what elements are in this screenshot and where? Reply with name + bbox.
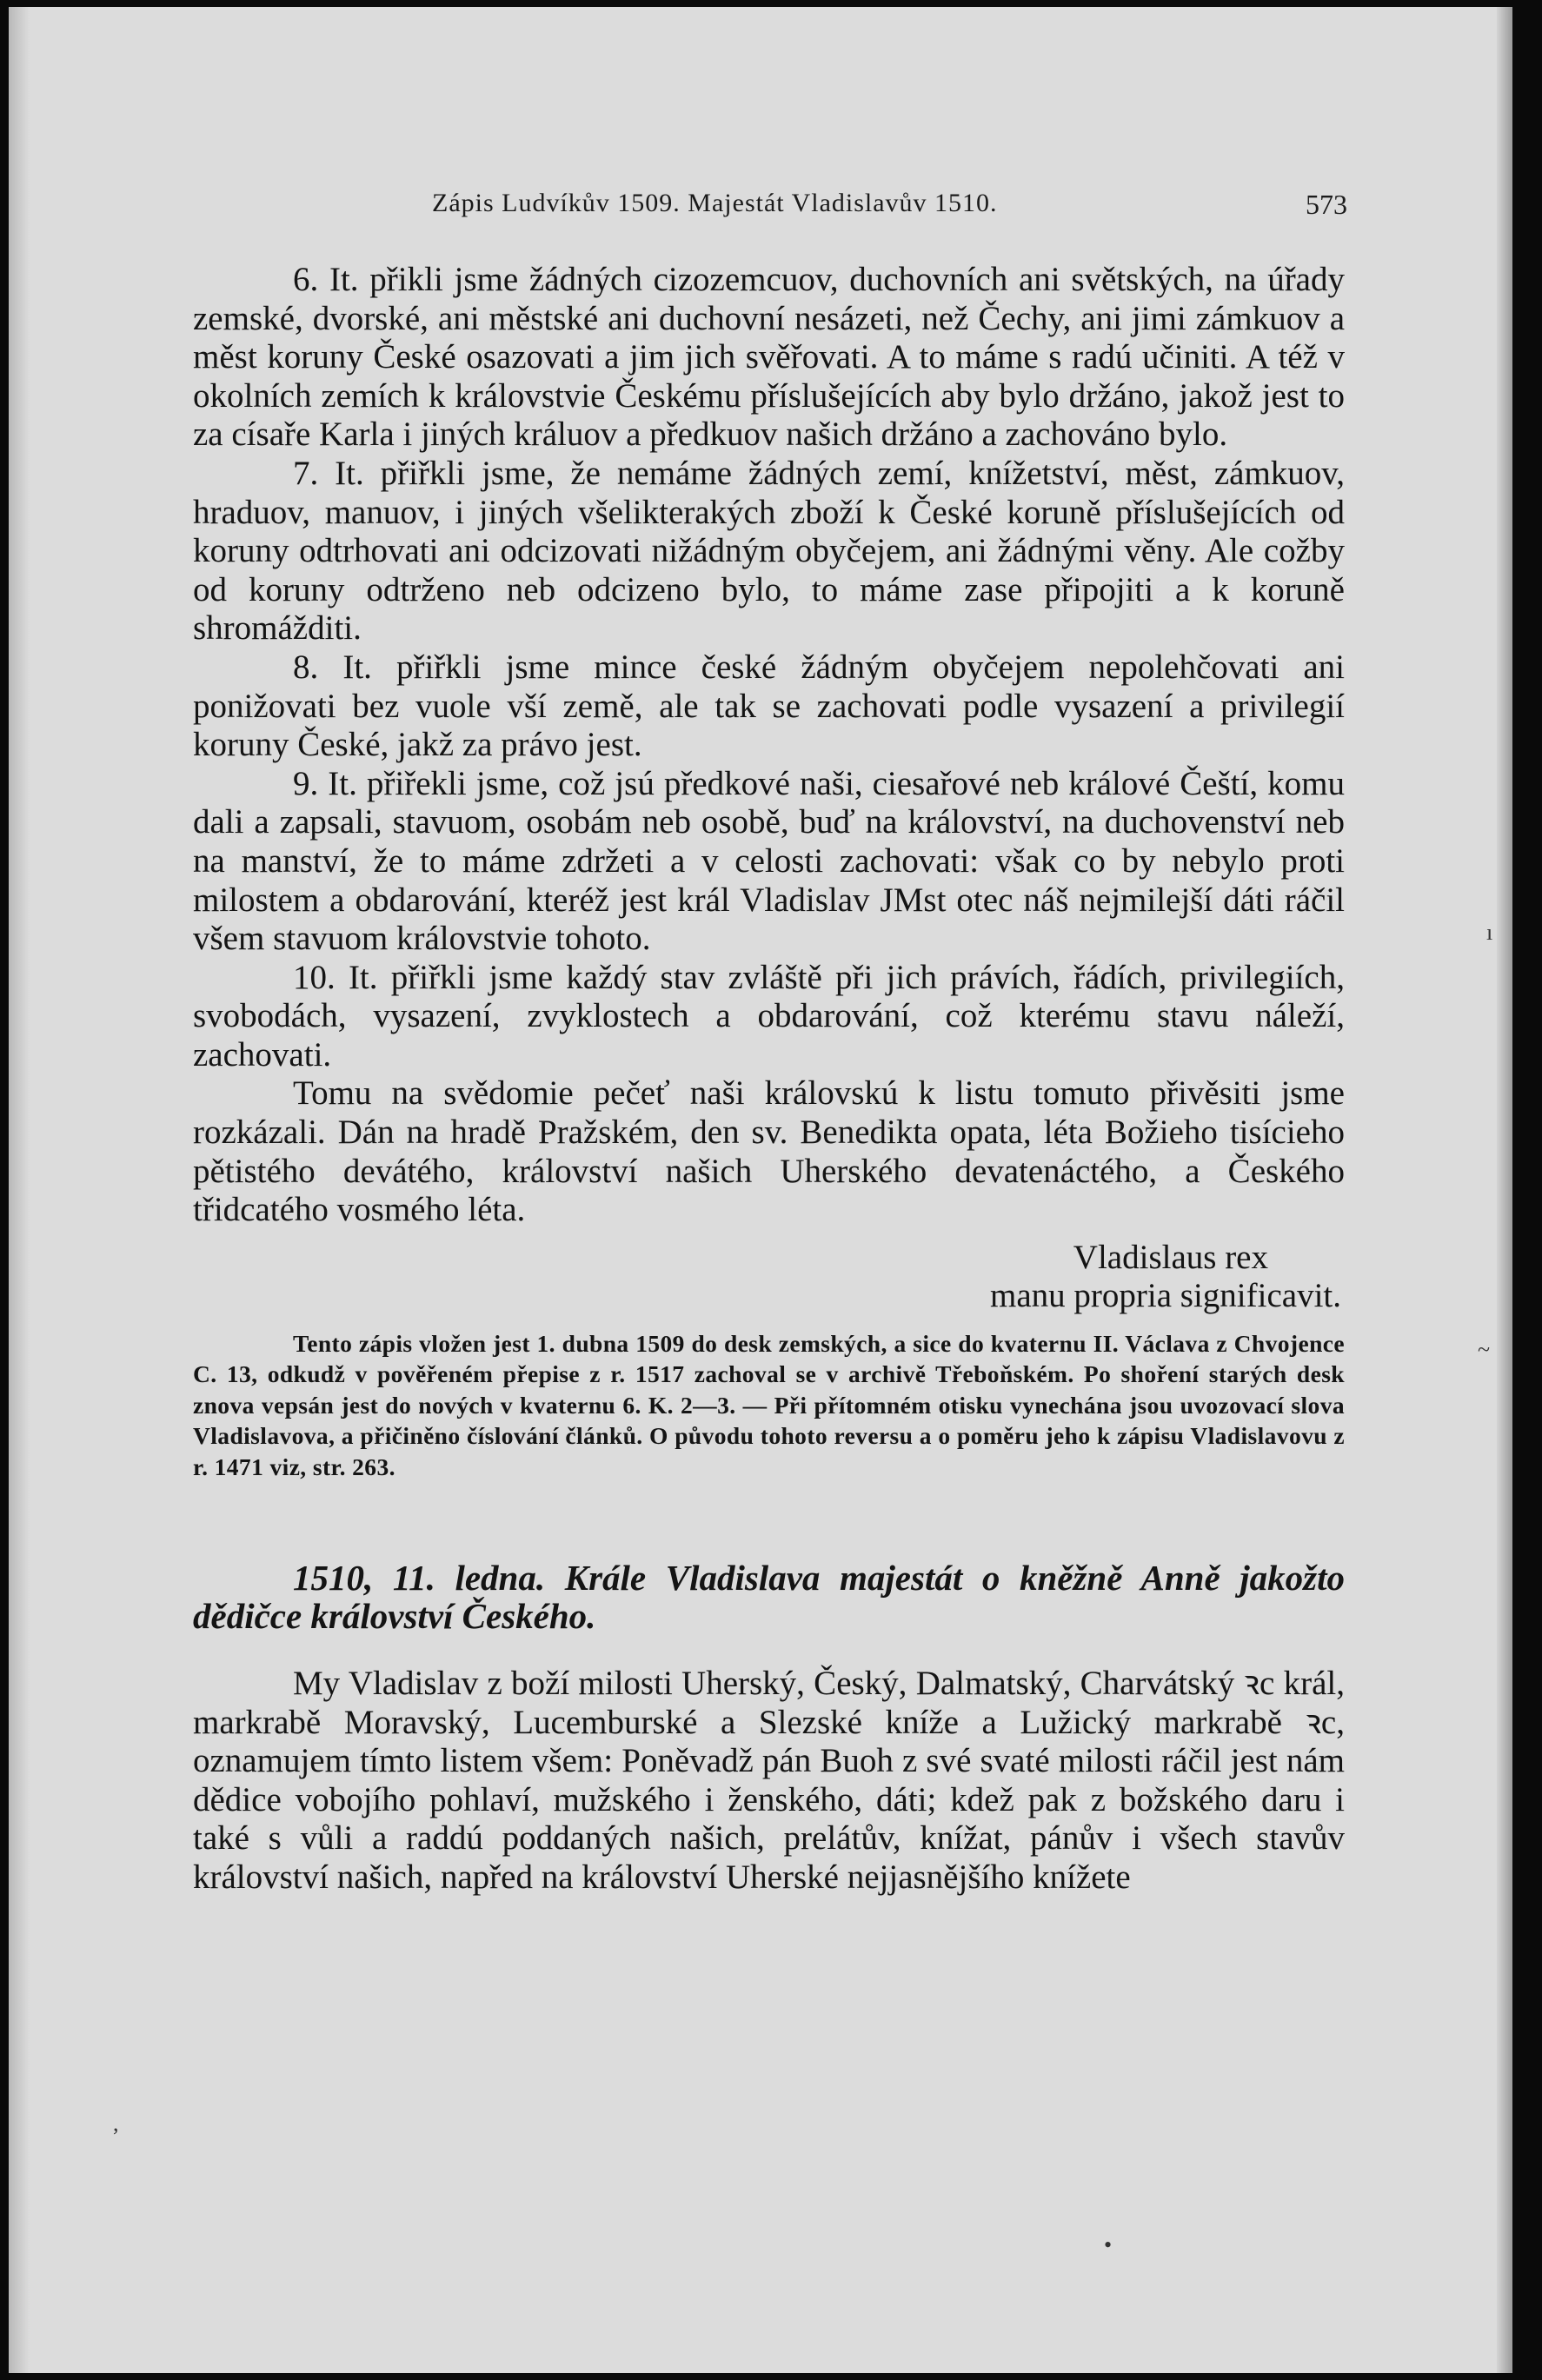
signature-line-1: Vladislaus rex xyxy=(1073,1238,1268,1276)
section-title: 1510, 11. ledna. Krále Vladislava majestát o kněžně Anně jakožto dědičce království Českého. xyxy=(193,1558,1345,1637)
article-6: 6. It. přikli jsme žádných cizozemcuov, duchovních ani světských, na úřady zemské, dvorské, ani městské ani duchovní nesázeti, než Čechy, ani jimi zámkuov a měst koruny České osazovati a jim jich svěřovati. A to máme s radú učiniti. A též v okolních zemích k královstvie Českému příslušejících aby bylo držáno, jakož jest to za císaře Karla i jiných králuov a předkuov našich držáno a zachováno bylo. xyxy=(193,261,1345,454)
page xyxy=(9,7,1512,2373)
body-text xyxy=(193,261,1345,1898)
section-body: My Vladislav z boží milosti Uherský, Český, Dalmatský, Charvátský ꝛc král, markrabě Moravský, Lucemburské a Slezské kníže a Lužický markrabě ꝛc, oznamujem tímto listem všem: Poněvadž pán Buoh z své svaté milosti ráčil jest nám dědice vobojího pohlaví, mužského i ženského, dáti; kdež pak z božského daru i také s vůli a raddú poddaných našich, prelátův, knížat, pánův i všech stavův království našich, napřed na království Uherské nejjasnějšího knížete xyxy=(193,1665,1345,1897)
article-8: 8. It. přiřkli jsme mince české žádným obyčejem nepolehčovati ani ponižovati bez vuole vší země, ale tak se zachovati podle vysazení a privilegií koruny České, jakž za právo jest. xyxy=(193,648,1345,764)
margin-mark: ~ xyxy=(1478,1337,1491,1362)
page-number: 573 xyxy=(1306,189,1347,220)
margin-mark: ı xyxy=(1486,920,1493,945)
signature-line-2: manu propria significavit. xyxy=(990,1277,1341,1315)
article-9: 9. It. přiřekli jsme, což jsú předkové naši, ciesařové neb králové Čeští, komu dali a zapsali, stavuom, osobám neb osobě, buď na království, na duchovenství neb na manství, že to máme zdržeti a v celosti zachovati: však co by nebylo proti milostem a obdarování, kteréž jest král Vladislav JMst otec náš nejmilejší dáti ráčil všem stavuom královstvie tohoto. xyxy=(193,764,1345,958)
margin-mark: • xyxy=(1104,2232,1113,2257)
article-7: 7. It. přiřkli jsme, že nemáme žádných zemí, knížetství, měst, zámkuov, hraduov, manuov, i jiných všelikterakých zboží k České koruně příslušejících od koruny odtrhovati ani odcizovati nižádným obyčejem, ani žádnými věny. Ale cožby od koruny odtrženo neb odcizeno bylo, to máme zase připojiti a k koruně shromážditi. xyxy=(193,454,1345,648)
page-header xyxy=(187,185,1347,220)
editorial-footnote: Tento zápis vložen jest 1. dubna 1509 do desk zemských, a sice do kvaternu II. Václava z Chvojence C. 13, odkudž v pověřeném přepise z r. 1517 zachoval se v archivě Třeboňském. Po shoření starých desk znova vepsán jest do nových v kvaternu 6. K. 2—3. — Při přítomném otisku vynechána jsou uvozovací slova Vladislavova, a přičiněno číslování článků. O původu tohoto reversu a o poměru jeho k zápisu Vladislavovu z r. 1471 viz, str. 263. xyxy=(193,1330,1345,1480)
closing-clause: Tomu na svědomie pečeť naši královskú k listu tomuto přivěsiti jsme rozkázali. Dán na hradě Pražském, den sv. Benedikta opata, léta Božieho tisícieho pětistého devátého, království našich Uherského devatenáctého, a Českého třidcatého vosmého léta. xyxy=(193,1074,1345,1229)
running-title: Zápis Ludvíkův 1509. Majestát Vladislavův 1510. xyxy=(432,189,998,217)
page-edge-shadow xyxy=(9,7,30,2373)
article-10: 10. It. přiřkli jsme každý stav zvláště při jich právích, řádích, privilegiích, svobodách, vysazení, zvyklostech a obdarování, což kterému stavu náleží, zachovati. xyxy=(193,958,1345,1074)
margin-mark: , xyxy=(113,2111,119,2136)
